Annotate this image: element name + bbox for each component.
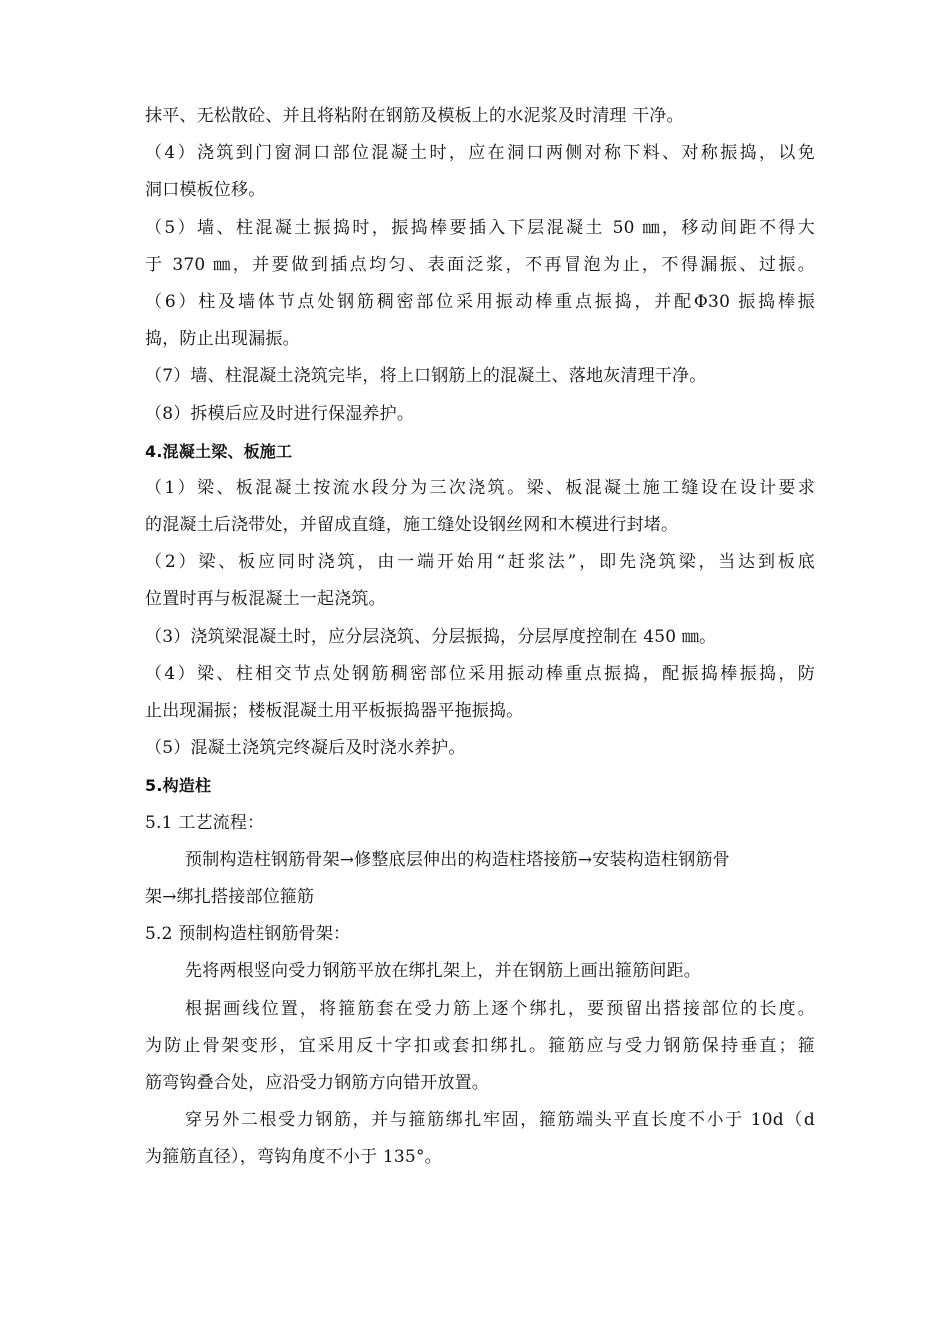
beam-item-1-line-1: （1）梁、板混凝土按流水段分为三次浇筑。梁、板混凝土施工缝设在设计要求 — [145, 477, 815, 498]
step-paragraph-3-line-1: 穿另外二根受力钢筋，并与箍筋绑扎牢固，箍筋端头平直长度不小于 10d（d — [185, 1110, 815, 1131]
beam-item-1-line-2: 的混凝土后浇带处，并留成直缝，施工缝处设钢丝网和木模进行封堵。 — [145, 515, 679, 536]
list-item-6-line-2: 捣，防止出现漏振。 — [145, 329, 300, 350]
list-item-5-line-1: （5）墙、柱混凝土振捣时，振捣棒要插入下层混凝土 50 ㎜，移动间距不得大 — [145, 217, 815, 238]
section-heading-4: 4.混凝土梁、板施工 — [145, 441, 293, 461]
document-body — [145, 98, 815, 1176]
subheading-5-1: 5.1 工艺流程： — [145, 812, 265, 833]
list-item-7: （7）墙、柱混凝土浇筑完毕，将上口钢筋上的混凝土、落地灰清理干净。 — [145, 366, 707, 387]
list-item-4-line-2: 洞口模板位移。 — [145, 180, 266, 201]
list-item-6-line-1: （6）柱及墙体节点处钢筋稠密部位采用振动棒重点振捣，并配Φ30 振捣棒振 — [145, 291, 815, 312]
step-paragraph-3-line-2: 为箍筋直径），弯钩角度不小于 135°。 — [145, 1147, 442, 1168]
process-flow-line-1: 预制构造柱钢筋骨架→修整底层伸出的构造柱塔接筋→安装构造柱钢筋骨 — [185, 849, 730, 870]
beam-item-5: （5）混凝土浇筑完终凝后及时浇水养护。 — [145, 738, 466, 759]
list-item-8: （8）拆模后应及时进行保湿养护。 — [145, 403, 415, 424]
beam-item-3: （3）浇筑梁混凝土时，应分层浇筑、分层振捣，分层厚度控制在 450 ㎜。 — [145, 626, 717, 647]
beam-item-2-line-1: （2）梁、板应同时浇筑，由一端开始用“赶浆法”，即先浇筑梁，当达到板底 — [145, 552, 815, 573]
paragraph-line: 抹平、无松散砼、并且将粘附在钢筋及模板上的水泥浆及时清理 干净。 — [145, 106, 684, 126]
beam-item-4-line-2: 止出现漏振；楼板混凝土用平板振捣器平拖振捣。 — [145, 701, 524, 721]
list-item-5-line-2: 于 370 ㎜，并要做到插点均匀、表面泛浆，不再冒泡为止，不得漏振、过振。 — [145, 254, 815, 275]
beam-item-2-line-2: 位置时再与板混凝土一起浇筑。 — [145, 589, 386, 610]
process-flow-line-2: 架→绑扎搭接部位箍筋 — [145, 886, 315, 907]
list-item-4-line-1: （4）浇筑到门窗洞口部位混凝土时，应在洞口两侧对称下料、对称振捣，以免 — [145, 143, 815, 164]
step-paragraph-2-line-2: 为防止骨架变形，宜采用反十字扣或套扣绑扎。箍筋应与受力钢筋保持垂直；箍 — [145, 1035, 815, 1056]
beam-item-4-line-1: （4）梁、柱相交节点处钢筋稠密部位采用振动棒重点振捣，配振捣棒振捣，防 — [145, 663, 815, 684]
step-paragraph-1: 先将两根竖向受力钢筋平放在绑扎架上，并在钢筋上画出箍筋间距。 — [185, 961, 701, 982]
step-paragraph-2-line-3: 筋弯钩叠合处，应沿受力钢筋方向错开放置。 — [145, 1072, 489, 1093]
section-heading-5: 5.构造柱 — [145, 776, 212, 796]
subheading-5-2: 5.2 预制构造柱钢筋骨架： — [145, 924, 351, 945]
step-paragraph-2-line-1: 根据画线位置，将箍筋套在受力筋上逐个绑扎，要预留出搭接部位的长度。 — [185, 998, 815, 1019]
